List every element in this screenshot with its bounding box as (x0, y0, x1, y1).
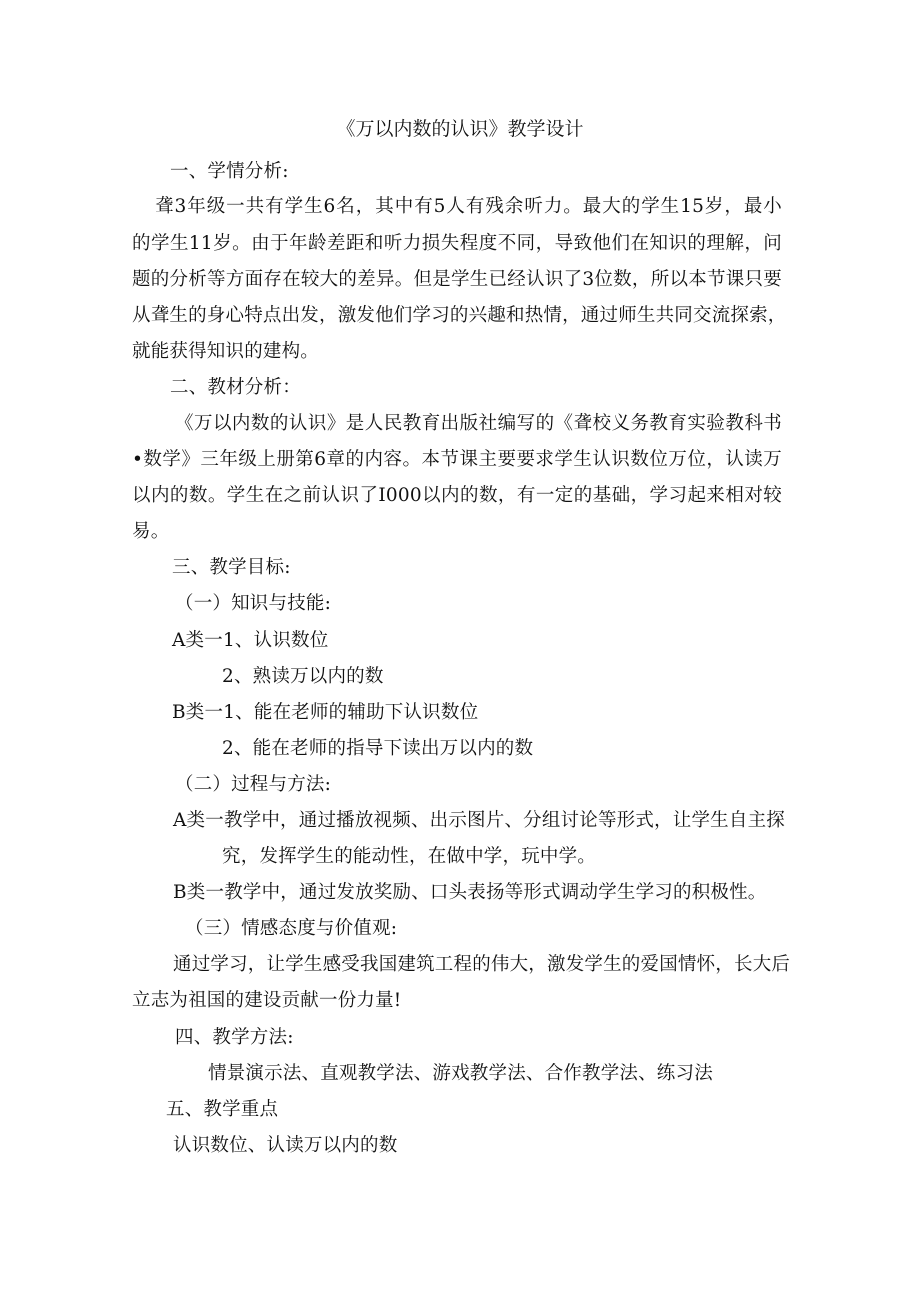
section-heading-student-analysis: 一、学情分析: (170, 161, 289, 182)
subsection-heading-knowledge-skills: （一）知识与技能: (175, 593, 332, 614)
paragraph-line: •数学》三年级上册第6章的内容。本节课主要要求学生认识数位万位，认读万 (132, 449, 782, 470)
paragraph-line: 以内的数。学生在之前认识了I000以内的数，有一定的基础，学习起来相对较 (132, 485, 782, 506)
paragraph-line: 通过学习，让学生感受我国建筑工程的伟大，激发学生的爱国情怀，长大后 (173, 954, 791, 975)
subsection-heading-attitude-values: （三）情感态度与价值观: (185, 918, 398, 939)
goal-item: B类一1、能在老师的辅助下认识数位 (172, 702, 479, 723)
paragraph-line: 易。 (132, 521, 170, 542)
section-heading-teaching-methods: 四、教学方法: (175, 1027, 294, 1048)
paragraph-line: 聋3年级一共有学生6名，其中有5人有残余听力。最大的学生15岁，最小 (155, 196, 782, 217)
goal-item: B类一教学中，通过发放奖励、口头表扬等形式调动学生学习的积极性。 (173, 882, 767, 903)
section-heading-teaching-goals: 三、教学目标: (172, 557, 291, 578)
paragraph-line: 的学生11岁。由于年龄差距和听力损失程度不同，导致他们在知识的理解，问 (132, 233, 782, 254)
section-heading-material-analysis: 二、教材分析： (170, 377, 301, 398)
goal-item: 究，发挥学生的能动性，在做中学，玩中学。 (222, 846, 597, 867)
subsection-heading-process-methods: （二）过程与方法: (175, 774, 332, 795)
paragraph-line: 就能获得知识的建构。 (132, 341, 320, 362)
document-title: 《万以内数的认识》教学设计 (336, 118, 584, 140)
goal-item: A类一教学中，通过播放视频、出示图片、分组讨论等形式，让学生自主探 (173, 810, 785, 831)
paragraph-line: 从聋生的身心特点出发，激发他们学习的兴趣和热情，通过师生共同交流探索， (132, 305, 787, 326)
goal-item: 2、熟读万以内的数 (222, 666, 384, 687)
paragraph-line: 题的分析等方面存在较大的差异。但是学生已经认识了3位数，所以本节课只要 (132, 269, 782, 290)
goal-item: 2、能在老师的指导下读出万以内的数 (222, 738, 534, 759)
teaching-focus-content: 认识数位、认读万以内的数 (173, 1135, 398, 1156)
goal-item: A类一1、认识数位 (172, 630, 329, 651)
paragraph-line: 立志为祖国的建设贡献一份力量! (132, 990, 402, 1011)
teaching-methods-list: 情景演示法、直观教学法、游戏教学法、合作教学法、练习法 (208, 1063, 713, 1084)
section-heading-teaching-focus: 五、教学重点 (166, 1099, 279, 1120)
paragraph-line: 《万以内数的认识》是人民教育出版社编写的《聋校义务教育实验教科书 (175, 413, 782, 434)
